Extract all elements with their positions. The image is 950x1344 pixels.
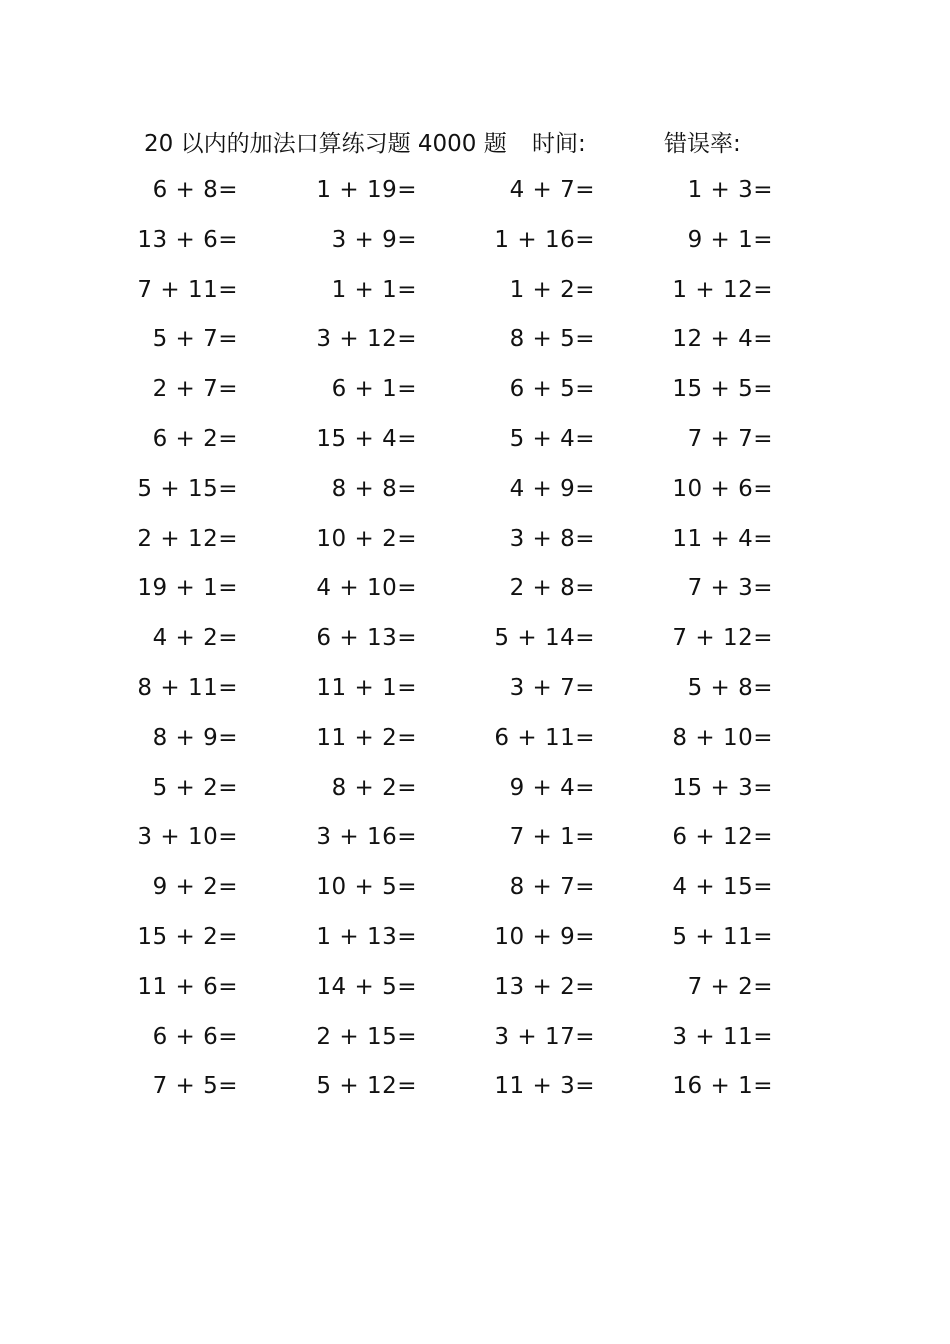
problem-row: [0, 768, 950, 818]
addition-problem: 10 + 9=: [494, 923, 595, 950]
problem-row: [0, 170, 950, 220]
addition-problem: 7 + 2=: [687, 973, 773, 1000]
addition-problem: 1 + 19=: [316, 177, 417, 203]
addition-problem: 7 + 7=: [687, 425, 773, 452]
addition-problem: 11 + 2=: [316, 724, 417, 751]
addition-problem: 3 + 8=: [509, 525, 595, 552]
addition-problem: 6 + 1=: [331, 376, 417, 403]
problem-row: [0, 967, 950, 1017]
addition-problem: 16 + 1=: [672, 1073, 773, 1100]
addition-problem: 3 + 11=: [672, 1023, 773, 1050]
addition-problem: 8 + 5=: [509, 326, 595, 353]
addition-problem: 7 + 5=: [152, 1073, 238, 1100]
addition-problem: 6 + 2=: [152, 425, 238, 452]
addition-problem: 7 + 3=: [687, 575, 773, 602]
problem-row: [0, 568, 950, 618]
addition-problem: 4 + 15=: [672, 874, 773, 901]
addition-problem: 14 + 5=: [316, 973, 417, 1000]
addition-problem: 10 + 2=: [316, 525, 417, 552]
addition-problem: 9 + 2=: [152, 874, 238, 901]
addition-problem: 8 + 2=: [331, 774, 417, 801]
worksheet-header: [0, 124, 950, 164]
addition-problem: 9 + 4=: [509, 774, 595, 801]
addition-problem: 4 + 10=: [316, 575, 417, 602]
addition-problem: 5 + 14=: [494, 625, 595, 652]
addition-problem: 8 + 10=: [672, 724, 773, 751]
addition-problem: 2 + 12=: [137, 525, 238, 552]
problem-row: [0, 917, 950, 967]
problem-grid: [0, 170, 950, 1116]
addition-problem: 4 + 9=: [509, 475, 595, 502]
addition-problem: 1 + 2=: [509, 276, 595, 303]
error-rate-label: 错误率:: [664, 131, 741, 157]
addition-problem: 2 + 8=: [509, 575, 595, 602]
problem-row: [0, 1017, 950, 1067]
addition-problem: 5 + 12=: [316, 1073, 417, 1100]
addition-problem: 4 + 2=: [152, 625, 238, 652]
addition-problem: 1 + 16=: [494, 226, 595, 253]
addition-problem: 5 + 15=: [137, 475, 238, 502]
addition-problem: 7 + 12=: [672, 625, 773, 652]
problem-row: [0, 319, 950, 369]
addition-problem: 10 + 6=: [672, 475, 773, 502]
problem-row: [0, 419, 950, 469]
addition-problem: 1 + 1=: [331, 276, 417, 303]
addition-problem: 5 + 4=: [509, 425, 595, 452]
addition-problem: 5 + 11=: [672, 923, 773, 950]
problem-row: [0, 817, 950, 867]
addition-problem: 8 + 11=: [137, 674, 238, 701]
time-label: 时间:: [532, 131, 586, 157]
addition-problem: 6 + 6=: [152, 1023, 238, 1050]
problem-row: [0, 270, 950, 320]
addition-problem: 5 + 8=: [687, 674, 773, 701]
addition-problem: 3 + 9=: [331, 226, 417, 253]
addition-problem: 6 + 5=: [509, 376, 595, 403]
addition-problem: 12 + 4=: [672, 326, 773, 353]
problem-row: [0, 867, 950, 917]
addition-problem: 3 + 7=: [509, 674, 595, 701]
addition-problem: 3 + 12=: [316, 326, 417, 353]
problem-row: [0, 469, 950, 519]
addition-problem: 2 + 15=: [316, 1023, 417, 1050]
problem-row: [0, 718, 950, 768]
addition-problem: 8 + 9=: [152, 724, 238, 751]
addition-problem: 3 + 17=: [494, 1023, 595, 1050]
addition-problem: 2 + 7=: [152, 376, 238, 403]
addition-problem: 3 + 16=: [316, 824, 417, 851]
addition-problem: 5 + 2=: [152, 774, 238, 801]
addition-problem: 7 + 11=: [137, 276, 238, 303]
worksheet-title: 20 以内的加法口算练习题 4000 题: [144, 131, 507, 157]
addition-problem: 6 + 11=: [494, 724, 595, 751]
addition-problem: 13 + 2=: [494, 973, 595, 1000]
addition-problem: 10 + 5=: [316, 874, 417, 901]
addition-problem: 11 + 6=: [137, 973, 238, 1000]
addition-problem: 19 + 1=: [137, 575, 238, 602]
addition-problem: 11 + 4=: [672, 525, 773, 552]
addition-problem: 6 + 8=: [152, 177, 238, 203]
addition-problem: 1 + 3=: [687, 177, 773, 203]
addition-problem: 1 + 13=: [316, 923, 417, 950]
addition-problem: 15 + 4=: [316, 425, 417, 452]
problem-row: [0, 369, 950, 419]
addition-problem: 9 + 1=: [687, 226, 773, 253]
addition-problem: 15 + 5=: [672, 376, 773, 403]
problem-row: [0, 220, 950, 270]
addition-problem: 6 + 12=: [672, 824, 773, 851]
addition-problem: 11 + 1=: [316, 674, 417, 701]
addition-problem: 15 + 2=: [137, 923, 238, 950]
addition-problem: 11 + 3=: [494, 1073, 595, 1100]
addition-problem: 5 + 7=: [152, 326, 238, 353]
addition-problem: 1 + 12=: [672, 276, 773, 303]
addition-problem: 6 + 13=: [316, 625, 417, 652]
addition-problem: 7 + 1=: [509, 824, 595, 851]
addition-problem: 3 + 10=: [137, 824, 238, 851]
problem-row: [0, 1066, 950, 1116]
addition-problem: 8 + 7=: [509, 874, 595, 901]
problem-row: [0, 519, 950, 569]
addition-problem: 13 + 6=: [137, 226, 238, 253]
problem-row: [0, 618, 950, 668]
addition-problem: 8 + 8=: [331, 475, 417, 502]
problem-row: [0, 668, 950, 718]
addition-problem: 15 + 3=: [672, 774, 773, 801]
addition-problem: 4 + 7=: [509, 177, 595, 203]
